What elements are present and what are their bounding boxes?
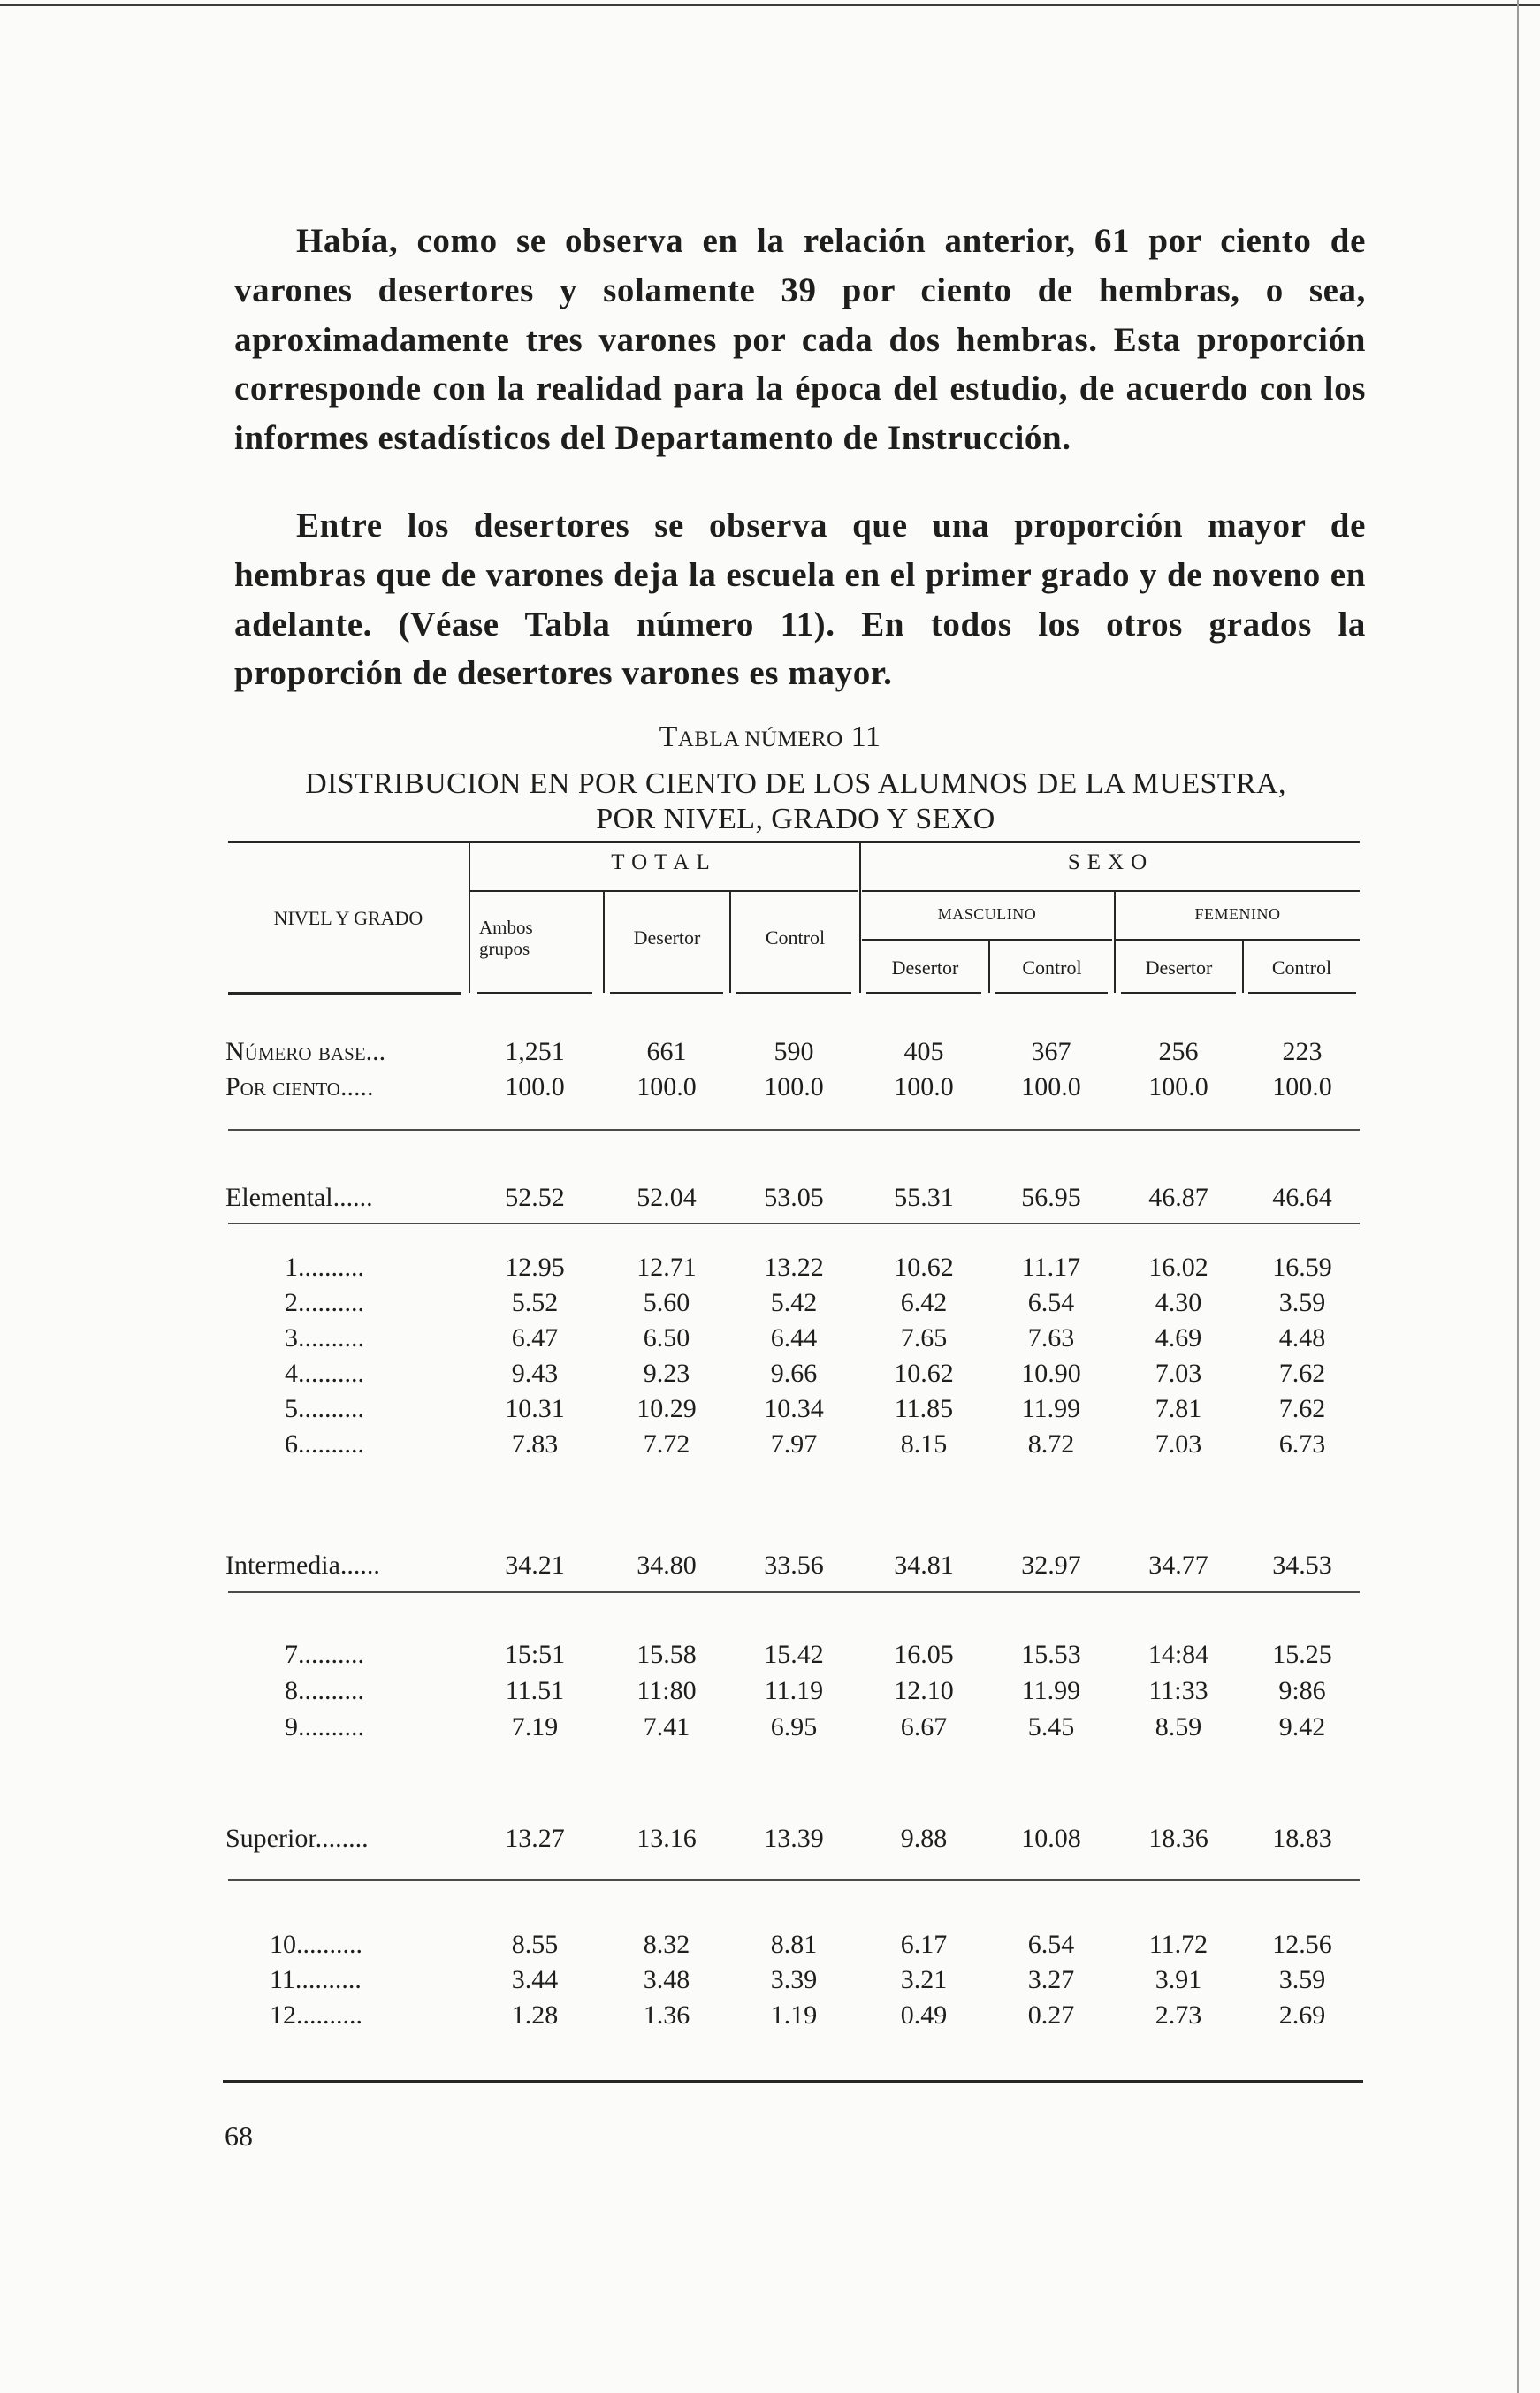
row-label: 12.......... xyxy=(270,2001,362,2030)
cell: 100.0 xyxy=(637,1072,697,1101)
cell: 100.0 xyxy=(505,1072,565,1101)
cell: 223 xyxy=(1282,1037,1323,1066)
cell: 9.23 xyxy=(643,1359,690,1388)
cell: 12.95 xyxy=(505,1253,565,1282)
header-masc-control: Control xyxy=(1022,956,1082,979)
table-row xyxy=(0,1962,1540,1998)
table-row xyxy=(0,1548,1540,1583)
header-fem-desertor: Desertor xyxy=(1145,956,1213,979)
cell: 5.42 xyxy=(770,1288,818,1317)
header-nivel-grado: NIVEL Y GRADO xyxy=(273,907,423,929)
header-underline-7 xyxy=(1121,992,1236,994)
page-number: 68 xyxy=(225,2120,253,2152)
cell: 0.49 xyxy=(900,2001,948,2030)
cell: 11.17 xyxy=(1021,1253,1081,1282)
cell: 6.50 xyxy=(643,1323,690,1353)
paragraph-2: Entre los desertores se observa que una proporción mayor de hembras que de varones deja la escuela en el primer grado y de noveno en adelante. (Véase Tabla número 11). En todos los otros grados la proporción de desertores varones es mayor. xyxy=(234,507,1366,693)
header-underline-2 xyxy=(477,992,592,994)
table-label-number: 11 xyxy=(850,720,881,753)
header-masc-desertor: Desertor xyxy=(891,956,959,979)
cell: 10.90 xyxy=(1021,1359,1081,1388)
cell: 100.0 xyxy=(1021,1072,1081,1101)
cell: 7.41 xyxy=(643,1712,690,1741)
cell: 15.42 xyxy=(764,1640,824,1669)
cell: 14:84 xyxy=(1147,1640,1209,1669)
cell: 34.53 xyxy=(1272,1551,1332,1580)
header-ambos: Ambos xyxy=(479,917,533,938)
row-label: Por ciento..... xyxy=(225,1072,374,1101)
cell: 9.43 xyxy=(511,1359,559,1388)
cell: 3.39 xyxy=(770,1965,818,1994)
row-label: Intermedia...... xyxy=(225,1551,380,1580)
cell: 7.63 xyxy=(1027,1323,1075,1353)
table-title-line-2: POR NIVEL, GRADO Y SEXO xyxy=(596,803,995,835)
row-label: Superior........ xyxy=(225,1824,369,1853)
row-label: 8.......... xyxy=(285,1676,364,1705)
header-ambos-grupos xyxy=(479,917,533,959)
cell: 6.67 xyxy=(900,1712,948,1741)
separator-after-base xyxy=(228,1129,1360,1131)
header-underline-4 xyxy=(736,992,851,994)
cell: 100.0 xyxy=(1148,1072,1208,1101)
cell: 34.21 xyxy=(505,1551,565,1580)
cell: 13.22 xyxy=(764,1253,824,1282)
separator-after-intermedia xyxy=(228,1591,1360,1593)
total-group-rule xyxy=(470,890,858,892)
cell: 15.53 xyxy=(1021,1640,1081,1669)
cell: 13.16 xyxy=(637,1824,697,1853)
cell: 4.30 xyxy=(1155,1288,1202,1317)
cell: 16.05 xyxy=(894,1640,954,1669)
masculino-rule xyxy=(862,939,1112,941)
cell: 4.48 xyxy=(1278,1323,1326,1353)
header-femenino: FEMENINO xyxy=(1194,905,1281,923)
cell: 46.64 xyxy=(1272,1183,1332,1212)
table-label-rest: ABLA NÚMERO xyxy=(677,728,843,751)
cell: 8.59 xyxy=(1155,1712,1202,1741)
header-masculino: MASCULINO xyxy=(937,905,1037,923)
row-label: Número base... xyxy=(225,1037,386,1066)
cell: 15.58 xyxy=(637,1640,697,1669)
cell: 7.62 xyxy=(1278,1359,1326,1388)
cell: 2.73 xyxy=(1155,2001,1202,2030)
cell: 52.04 xyxy=(637,1183,697,1212)
cell: 5.60 xyxy=(643,1288,690,1317)
cell: 6.44 xyxy=(770,1323,818,1353)
cell: 12.10 xyxy=(894,1676,954,1705)
table-row xyxy=(0,1673,1540,1709)
table-bottom-rule xyxy=(223,2080,1363,2083)
cell: 6.54 xyxy=(1027,1930,1075,1959)
table-row xyxy=(0,1285,1540,1321)
header-total: TOTAL xyxy=(611,850,717,874)
cell: 6.95 xyxy=(770,1712,818,1741)
cell: 9:86 xyxy=(1278,1676,1326,1705)
cell: 15.25 xyxy=(1272,1640,1332,1669)
cell: 6.47 xyxy=(511,1323,559,1353)
table-top-rule xyxy=(228,841,1360,843)
cell: 11.19 xyxy=(764,1676,824,1705)
cell: 7.65 xyxy=(900,1323,948,1353)
cell: 9.66 xyxy=(770,1359,818,1388)
cell: 11:80 xyxy=(637,1676,697,1705)
cell: 7.03 xyxy=(1155,1429,1202,1459)
table-row xyxy=(0,1821,1540,1856)
table-row xyxy=(0,1356,1540,1391)
row-label: 10.......... xyxy=(270,1930,362,1959)
cell: 590 xyxy=(774,1037,814,1066)
table-row xyxy=(0,1180,1540,1216)
cell: 8.72 xyxy=(1027,1429,1075,1459)
cell: 53.05 xyxy=(764,1183,824,1212)
cell: 6.17 xyxy=(900,1930,948,1959)
row-label: 4.......... xyxy=(285,1359,364,1388)
separator-after-superior xyxy=(228,1879,1360,1881)
cell: 7.62 xyxy=(1278,1394,1326,1423)
cell: 55.31 xyxy=(894,1183,954,1212)
header-total-desertor: Desertor xyxy=(633,926,701,949)
row-label: 2.......... xyxy=(285,1288,364,1317)
cell: 34.77 xyxy=(1148,1551,1208,1580)
cell: 1,251 xyxy=(505,1037,565,1066)
cell: 7.72 xyxy=(643,1429,690,1459)
cell: 10.29 xyxy=(637,1394,697,1423)
cell: 1.36 xyxy=(643,2001,690,2030)
cell: 15:51 xyxy=(504,1640,566,1669)
table-row xyxy=(0,1927,1540,1962)
separator-after-elemental xyxy=(228,1223,1360,1224)
cell: 34.81 xyxy=(894,1551,954,1580)
cell: 7.97 xyxy=(770,1429,818,1459)
cell: 7.83 xyxy=(511,1429,559,1459)
table-row xyxy=(0,1034,1540,1070)
cell: 2.69 xyxy=(1278,2001,1326,2030)
cell: 7.81 xyxy=(1155,1394,1202,1423)
row-label: 1.......... xyxy=(285,1253,364,1282)
cell: 32.97 xyxy=(1021,1551,1081,1580)
cell: 8.32 xyxy=(643,1930,690,1959)
row-label: 5.......... xyxy=(285,1394,364,1423)
row-label: 3.......... xyxy=(285,1323,364,1353)
header-total-control: Control xyxy=(765,926,826,949)
cell: 11.72 xyxy=(1148,1930,1208,1959)
table-label xyxy=(0,720,1540,754)
table-label-initial: T xyxy=(659,720,678,753)
table-row xyxy=(0,1391,1540,1427)
cell: 3.91 xyxy=(1155,1965,1202,1994)
cell: 16.02 xyxy=(1148,1253,1208,1282)
table-row xyxy=(0,1710,1540,1745)
header-underline-1 xyxy=(228,992,461,995)
cell: 6.54 xyxy=(1027,1288,1075,1317)
table-row xyxy=(0,1998,1540,2033)
cell: 5.45 xyxy=(1027,1712,1075,1741)
cell: 1.28 xyxy=(511,2001,559,2030)
cell: 5.52 xyxy=(511,1288,559,1317)
cell: 10.08 xyxy=(1021,1824,1081,1853)
cell: 100.0 xyxy=(1272,1072,1332,1101)
cell: 3.59 xyxy=(1278,1965,1326,1994)
cell: 100.0 xyxy=(894,1072,954,1101)
cell: 0.27 xyxy=(1027,2001,1075,2030)
cell: 256 xyxy=(1158,1037,1199,1066)
cell: 3.44 xyxy=(511,1965,559,1994)
cell: 661 xyxy=(646,1037,687,1066)
table-row xyxy=(0,1070,1540,1105)
cell: 367 xyxy=(1031,1037,1071,1066)
header-underline-8 xyxy=(1248,992,1356,994)
row-label: 7.......... xyxy=(285,1640,364,1669)
row-label: 9.......... xyxy=(285,1712,364,1741)
cell: 18.83 xyxy=(1272,1824,1332,1853)
table-row xyxy=(0,1637,1540,1673)
cell: 100.0 xyxy=(764,1072,824,1101)
table-row xyxy=(0,1321,1540,1356)
cell: 8.15 xyxy=(900,1429,948,1459)
row-label: 6.......... xyxy=(285,1429,364,1459)
cell: 13.27 xyxy=(505,1824,565,1853)
header-underline-5 xyxy=(866,992,981,994)
cell: 52.52 xyxy=(505,1183,565,1212)
cell: 13.39 xyxy=(764,1824,824,1853)
table-row xyxy=(0,1427,1540,1462)
cell: 12.56 xyxy=(1272,1930,1332,1959)
cell: 1.19 xyxy=(770,2001,818,2030)
cell: 7.03 xyxy=(1155,1359,1202,1388)
table-title xyxy=(212,766,1379,837)
cell: 8.81 xyxy=(770,1930,818,1959)
cell: 3.48 xyxy=(643,1965,690,1994)
cell: 11.99 xyxy=(1021,1676,1081,1705)
cell: 10.62 xyxy=(894,1359,954,1388)
cell: 11.85 xyxy=(894,1394,954,1423)
cell: 4.69 xyxy=(1155,1323,1202,1353)
cell: 46.87 xyxy=(1148,1183,1208,1212)
femenino-rule xyxy=(1116,939,1360,941)
table-row xyxy=(0,1250,1540,1285)
header-sexo: SEXO xyxy=(1067,850,1155,874)
sexo-group-rule xyxy=(862,890,1360,892)
cell: 16.59 xyxy=(1272,1253,1332,1282)
cell: 3.21 xyxy=(900,1965,948,1994)
cell: 6.73 xyxy=(1278,1429,1326,1459)
header-vrule-2 xyxy=(859,842,861,993)
cell: 10.34 xyxy=(764,1394,824,1423)
cell: 11.99 xyxy=(1021,1394,1081,1423)
row-label: 11.......... xyxy=(270,1965,362,1994)
paragraph-1: Había, como se observa en la relación anterior, 61 por ciento de varones desertores y solamente 39 por ciento de hembras, o sea, aproximadamente tres varones por cada dos hembras. Esta proporción corresponde con la realidad para la época del estudio, de acuerdo con los informes estadísticos del Departamento de Instrucción. xyxy=(234,222,1366,458)
header-underline-3 xyxy=(610,992,723,994)
cell: 10.31 xyxy=(505,1394,565,1423)
cell: 9.42 xyxy=(1278,1712,1326,1741)
header-fem-control: Control xyxy=(1271,956,1332,979)
table-title-line-1: DISTRIBUCION EN POR CIENTO DE LOS ALUMNOS DE LA MUESTRA, xyxy=(305,767,1286,800)
page-top-rule xyxy=(0,4,1540,6)
cell: 18.36 xyxy=(1148,1824,1208,1853)
cell: 11.51 xyxy=(505,1676,565,1705)
cell: 7.19 xyxy=(511,1712,559,1741)
cell: 6.42 xyxy=(900,1288,948,1317)
header-underline-6 xyxy=(995,992,1108,994)
cell: 12.71 xyxy=(637,1253,697,1282)
cell: 33.56 xyxy=(764,1551,824,1580)
cell: 9.88 xyxy=(900,1824,948,1853)
cell: 56.95 xyxy=(1021,1183,1081,1212)
cell: 3.27 xyxy=(1027,1965,1075,1994)
cell: 11:33 xyxy=(1148,1676,1208,1705)
cell: 8.55 xyxy=(511,1930,559,1959)
row-label: Elemental...... xyxy=(225,1183,373,1212)
cell: 34.80 xyxy=(637,1551,697,1580)
cell: 3.59 xyxy=(1278,1288,1326,1317)
cell: 405 xyxy=(903,1037,944,1066)
header-grupos: grupos xyxy=(479,938,530,959)
cell: 10.62 xyxy=(894,1253,954,1282)
